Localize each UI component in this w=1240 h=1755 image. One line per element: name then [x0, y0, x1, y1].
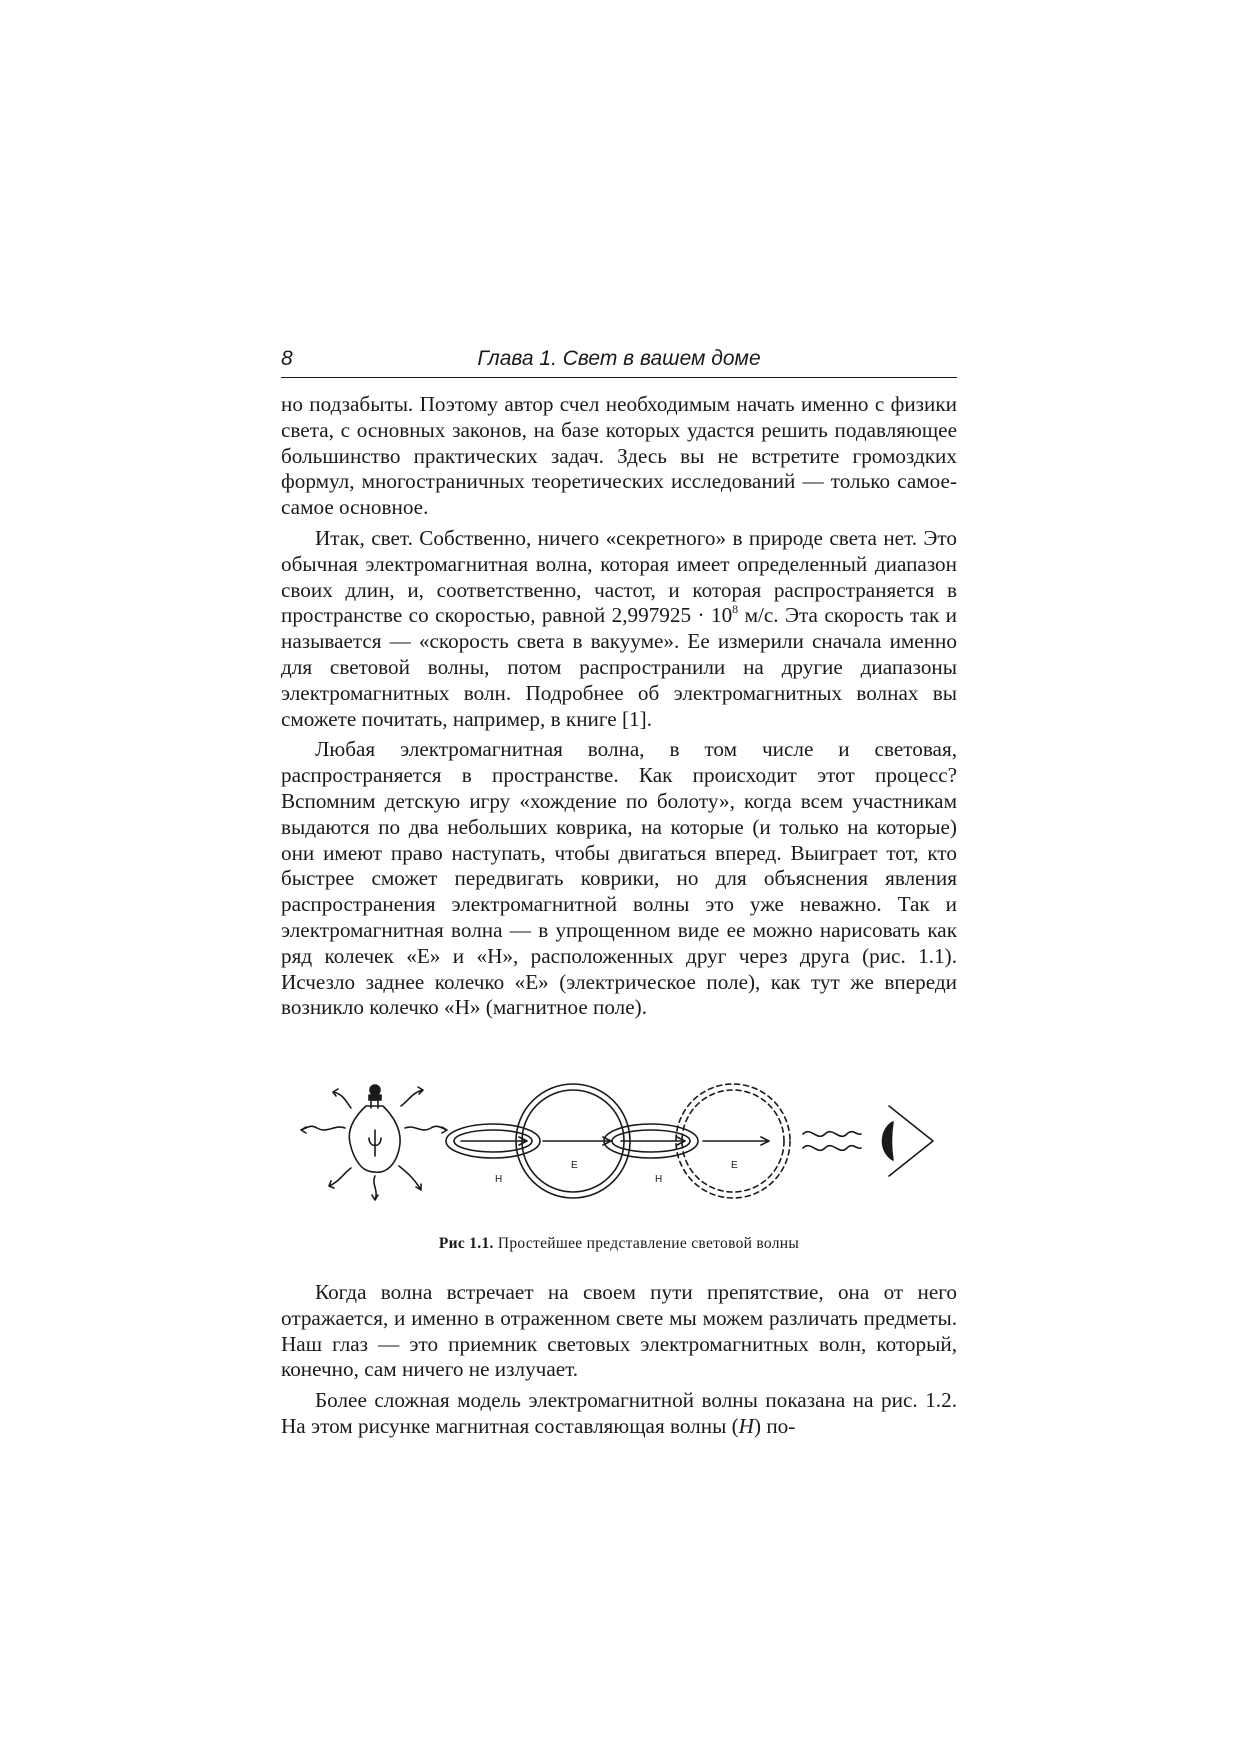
light-bulb-icon [301, 1085, 447, 1200]
exponent: 8 [732, 602, 739, 617]
figure-caption [281, 1235, 957, 1253]
h-label-2: H [655, 1174, 663, 1185]
chapter-title: Глава 1. Свет в вашем доме [477, 347, 761, 370]
magnetic-symbol: H [738, 1413, 754, 1438]
figure-1-1 [281, 1078, 957, 1208]
paragraph-4: Когда волна встречает на своем пути препятствие, она от него отражается, и именно в отраженном свете мы можем различать предметы. Наш глаз — это приемник световых электромагнитных волн, который, конечно, сам ничего не излучает. [281, 1280, 957, 1382]
caption-text: Простейшее представление световой волны [493, 1235, 800, 1252]
h-label-1: H [495, 1174, 503, 1185]
eye-icon [883, 1106, 934, 1176]
paragraph-2-part-a: Итак, свет. Собственно, ничего «секретного» в природе света нет. Это обычная электромагнитная волна, которая имеет определенный диапазон своих длин, и, соответственно, частот, и которая распространяется в пространстве со скоростью, равной 2,997925 · 10 [281, 525, 957, 628]
e-label-1: E [571, 1160, 578, 1171]
wave-diagram [281, 1078, 957, 1208]
paragraph-5-part-a: Более сложная модель электромагнитной волны показана на рис. 1.2. На этом рисунке магнитная составляющая волны ( [281, 1388, 957, 1438]
text-block-top [281, 392, 957, 1021]
caption-number: Рис 1.1. [438, 1235, 494, 1252]
running-header [281, 345, 957, 378]
paragraph-3: Любая электромагнитная волна, в том числе и световая, распространяется в пространстве. Как происходит этот процесс? Вспомним детскую игру «хождение по болоту», когда всем участникам выдаются по два небольших коврика, на которые (и только на которые) они имеют право наступать, чтобы двигаться вперед. Выиграет тот, кто быстрее сможет передвигать коврики, но для объяснения явления распространения электромагнитной волны это уже неважно. Так и электромагнитная волна — в упрощенном виде ее можно нарисовать как ряд колечек «E» и «H», расположенных друг через друга (рис. 1.1). Исчезло заднее колечко «E» (электрическое поле), как тут же впереди возникло колечко «H» (магнитное поле). [281, 737, 957, 1020]
paragraph-5 [281, 1388, 957, 1440]
text-block-bottom [281, 1280, 957, 1440]
paragraph-2 [281, 526, 957, 732]
paragraph-5-part-b: ) по- [753, 1413, 796, 1438]
paragraph-2-part-b: м/с. Эта скорость так и называется — «скорость света в вакууме». Ее измерили сначала именно для световой волны, потом распространили на другие диапазоны электромагнитных волн. Подробнее об электромагнитных волнах вы сможете почитать, например, в книге [1]. [281, 603, 957, 731]
page-number: 8 [281, 347, 293, 370]
wave-lines [803, 1132, 861, 1151]
e-label-2: E [731, 1160, 738, 1171]
paragraph-1: но подзабыты. Поэтому автор счел необходимым начать именно с физики света, с основных законов, на базе которых удастся решить подавляющее большинство практических задач. Здесь вы не встретите громоздких формул, многостраничных теоретических исследований — только самое-самое основное. [281, 392, 957, 520]
